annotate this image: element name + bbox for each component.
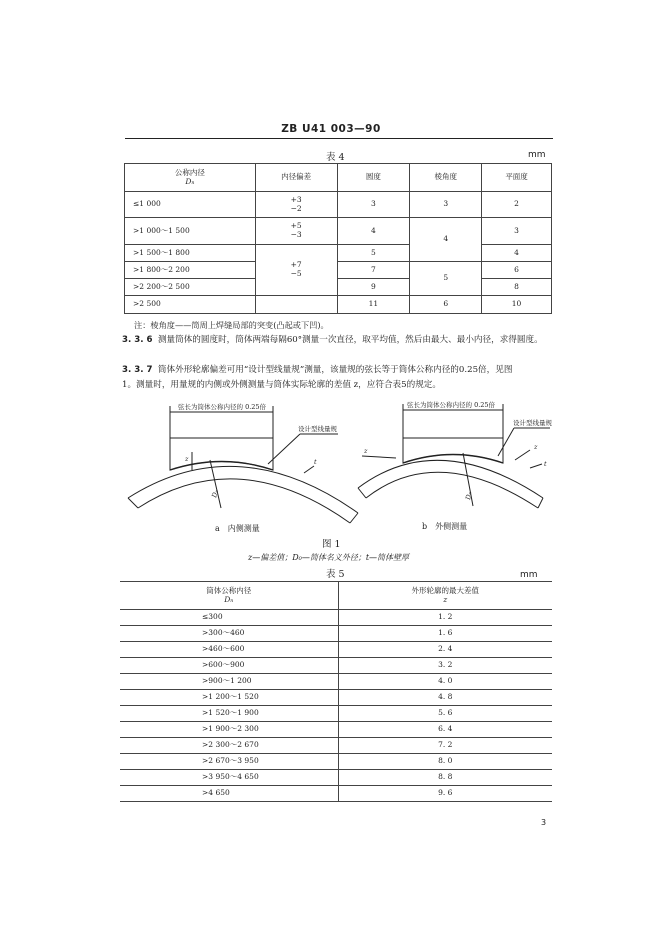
t5-z: 7. 2 xyxy=(338,738,552,754)
t4-angularity: 6 xyxy=(410,296,482,314)
para-3-3-6-number: 3. 3. 6 xyxy=(122,335,153,345)
t4-flatness: 10 xyxy=(482,296,552,314)
t4-angularity: 5 xyxy=(410,262,482,296)
t5-range: >300～460 xyxy=(120,626,338,642)
t4-flatness: 2 xyxy=(482,192,552,218)
t4-roundness: 3 xyxy=(337,192,410,218)
t5-range: >1 900～2 300 xyxy=(120,722,338,738)
t5-z: 1. 6 xyxy=(338,626,552,642)
t4-dev-empty xyxy=(255,296,337,314)
t4-angularity: 3 xyxy=(410,192,482,218)
table4-unit: mm xyxy=(528,150,546,160)
t4-angularity: 4 xyxy=(410,218,482,262)
t5-range: ≤300 xyxy=(120,610,338,626)
fig1-left-dn: Dₙ xyxy=(210,488,220,499)
t5-range: >460～600 xyxy=(120,642,338,658)
para-3-3-7-text-1: 筒体外形轮廓偏差可用“设计型线量规”测量，该量规的弦长等于筒体公称内径的0.25倍，见图 xyxy=(157,365,513,375)
t4-dev: +5 −3 xyxy=(255,218,337,245)
t4-flatness: 4 xyxy=(482,245,552,262)
t5-z: 5. 6 xyxy=(338,706,552,722)
fig1-sub-b: b 外侧测量 xyxy=(422,522,468,531)
t4-range: >1 800～2 200 xyxy=(125,262,256,279)
para-3-3-6 xyxy=(122,333,554,348)
t5-z: 2. 4 xyxy=(338,642,552,658)
t5-z: 8. 0 xyxy=(338,754,552,770)
fig1-right-dn: Dₙ xyxy=(464,491,474,501)
t4-range: >2 500 xyxy=(125,296,256,314)
t4-range: >1 500～1 800 xyxy=(125,245,256,262)
para-3-3-6-text: 测量筒体的圆度时，筒体两端每隔60°测量一次直径，取平均值，然后由最大、最小内径，求得圆度。 xyxy=(157,335,543,345)
t5-head-dia: 筒体公称内径 Dₙ xyxy=(120,582,338,610)
fig1-sub-a: a 内侧测量 xyxy=(215,524,260,533)
fig1-left-t: t xyxy=(314,458,317,466)
table5-unit: mm xyxy=(520,570,538,580)
fig1-left-gauge: 设计型线量规 xyxy=(298,425,337,433)
t5-range: >1 520～1 900 xyxy=(120,706,338,722)
t4-head-flatness: 平面度 xyxy=(482,164,552,192)
fig1-right-z2: z xyxy=(534,443,538,451)
fig1-left-z: z xyxy=(185,455,189,463)
t5-z: 6. 4 xyxy=(338,722,552,738)
t5-range: >900～1 200 xyxy=(120,674,338,690)
t5-z: 4. 8 xyxy=(338,690,552,706)
fig1-right-gauge: 设计型线量规 xyxy=(513,419,552,427)
t5-head-max: 外形轮廓的最大差值 z xyxy=(338,582,552,610)
t4-flatness: 6 xyxy=(482,262,552,279)
figure1 xyxy=(118,398,558,548)
para-3-3-7 xyxy=(122,363,554,378)
t5-z: 3. 2 xyxy=(338,658,552,674)
t4-roundness: 9 xyxy=(337,279,410,296)
t4-dev: +3 −2 xyxy=(255,192,337,218)
t4-roundness: 7 xyxy=(337,262,410,279)
t5-z: 1. 2 xyxy=(338,610,552,626)
fig1-right-t: t xyxy=(544,460,547,468)
table4 xyxy=(124,163,552,314)
t4-range: >2 200～2 500 xyxy=(125,279,256,296)
table5-title: 表 5 xyxy=(326,569,345,580)
para-3-3-7-number: 3. 3. 7 xyxy=(122,365,153,375)
table4-note: 注：棱角度——筒周上焊缝局部的突变(凸起或下凹)。 xyxy=(134,320,329,330)
table5 xyxy=(120,581,552,802)
figure1-title: 图 1 xyxy=(322,539,341,550)
t5-range: >3 950～4 650 xyxy=(120,770,338,786)
standard-number: ZB U41 003—90 xyxy=(281,123,381,135)
t4-flatness: 3 xyxy=(482,218,552,245)
t5-range: >1 200～1 520 xyxy=(120,690,338,706)
para-3-3-7-cont: 1。测量时，用量规的内侧或外侧测量与筒体实际轮廓的差值 z，应符合表5的规定。 xyxy=(122,380,441,390)
t4-head-dev: 内径偏差 xyxy=(255,164,337,192)
t5-range: >600～900 xyxy=(120,658,338,674)
t4-head-roundness: 圆度 xyxy=(337,164,410,192)
header-rule xyxy=(125,138,553,139)
t4-range: >1 000～1 500 xyxy=(125,218,256,245)
t5-range: >2 670～3 950 xyxy=(120,754,338,770)
t4-roundness: 11 xyxy=(337,296,410,314)
t4-roundness: 5 xyxy=(337,245,410,262)
t4-flatness: 8 xyxy=(482,279,552,296)
t4-range: ≤1 000 xyxy=(125,192,256,218)
fig1-right-z1: z xyxy=(364,447,368,455)
figure1-legend: z—偏差值；D₀—筒体名义外径；t—筒体壁厚 xyxy=(248,553,410,562)
fig1-right-chord: 弦长为筒体公称内径的 0.25倍 xyxy=(407,401,496,409)
t5-z: 4. 0 xyxy=(338,674,552,690)
t4-roundness: 4 xyxy=(337,218,410,245)
t4-dev: +7 −5 xyxy=(255,245,337,296)
table4-title: 表 4 xyxy=(326,152,345,163)
t5-range: >2 300～2 670 xyxy=(120,738,338,754)
t5-range: >4 650 xyxy=(120,786,338,802)
t5-z: 8. 8 xyxy=(338,770,552,786)
t5-z: 9. 6 xyxy=(338,786,552,802)
page-number: 3 xyxy=(541,818,547,827)
t4-head-dia: 公称内径 Dₙ xyxy=(125,164,256,192)
t4-head-angularity: 棱角度 xyxy=(410,164,482,192)
fig1-left-chord: 弦长为筒体公称内径的 0.25倍 xyxy=(178,403,267,411)
